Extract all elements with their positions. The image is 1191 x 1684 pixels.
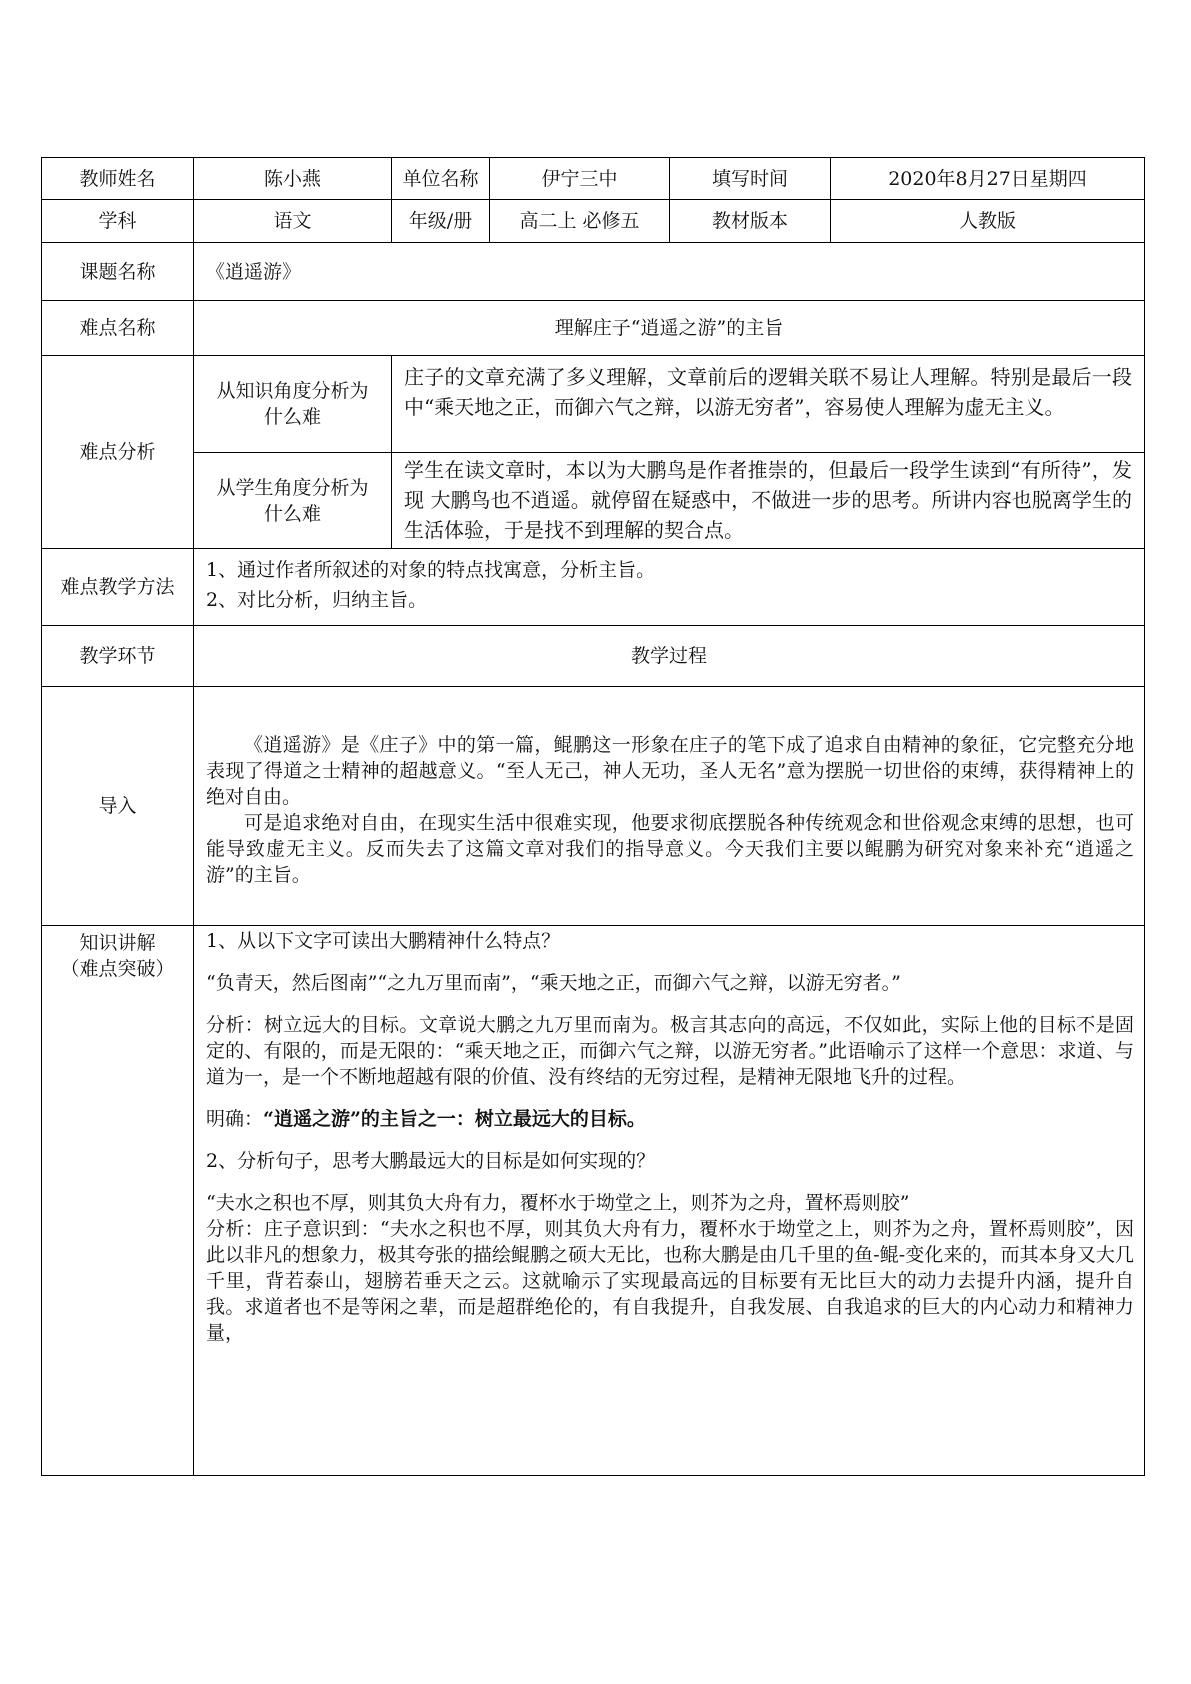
knowledge-angle-text: 庄子的文章充满了多义理解，文章前后的逻辑关联不易让人理解。特别是最后一段中“乘天地之正，而御六气之辩，以游无穷者”，容易使人理解为虚无主义。 [392, 356, 1145, 453]
method-label: 难点教学方法 [42, 549, 194, 626]
method-row [42, 549, 1145, 626]
analysis-label: 难点分析 [42, 356, 194, 549]
intro-content [194, 687, 1145, 926]
question-1: 1、从以下文字可读出大鹏精神什么特点？ [206, 930, 561, 952]
conclusion-1 [206, 1106, 1134, 1132]
intro-row [42, 687, 1145, 926]
intro-label: 导入 [42, 687, 194, 926]
student-angle-text: 学生在读文章时，本以为大鹏鸟是作者推崇的，但最后一段学生读到“有所待”，发现 大鹏鸟也不逍遥。就停留在疑惑中，不做进一步的思考。所讲内容也脱离学生的生活体验，于是找不到理解的契合点。 [392, 453, 1145, 549]
method-list [194, 549, 1145, 626]
analysis-1: 分析：树立远大的目标。文章说大鹏之九万里而南为。极言其志向的高远，不仅如此，实际上他的目标不是固定的、有限的，而是无限的：“乘天地之正，而御六气之辩，以游无穷者。”此语喻示了这样一个意思：求道、与道为一，是一个不断地超越有限的价值、没有终结的无穷过程，是精神无限地飞升的过程。 [206, 1014, 1134, 1088]
process-header-value: 教学过程 [194, 626, 1145, 687]
method-item: 2、对比分析，归纳主旨。 [206, 589, 428, 611]
process-header-row [42, 626, 1145, 687]
intro-paragraph: 《逍遥游》是《庄子》中的第一篇，鲲鹏这一形象在庄子的笔下成了追求自由精神的象征，它完整充分地表现了得道之士精神的超越意义。“至人无己，神人无功，圣人无名”意为摆脱一切世俗的束缚，获得精神上的绝对自由。 [206, 734, 1134, 808]
quote-2: “夫水之积也不厚，则其负大舟有力，覆杯水于坳堂之上，则芥为之舟，置杯焉则胶” [206, 1192, 910, 1214]
analysis-2: 分析：庄子意识到：“夫水之积也不厚，则其负大舟有力，覆杯水于坳堂之上，则芥为之舟，置杯焉则胶”，因此以非凡的想象力，极其夸张的描绘鲲鹏之硕大无比，也称大鹏是由几千里的鱼-鲲-变化来的，而其本身又大几千里，背若泰山，翅膀若垂天之云。这就喻示了实现最高远的目标要有无比巨大的动力去提升内涵，提升自我。求道者也不是等闲之辈，而是超群绝伦的，有自我提升，自我发展、自我追求的巨大的内心动力和精神力量， [206, 1218, 1134, 1344]
knowledge-sublabel: （难点突破） [60, 958, 175, 980]
analysis-row-knowledge [42, 356, 1145, 453]
date-label: 填写时间 [670, 158, 831, 200]
difficulty-row [42, 301, 1145, 356]
grade-value: 高二上 必修五 [490, 200, 670, 243]
topic-label: 课题名称 [42, 243, 194, 301]
question-2: 2、分析句子，思考大鹏最远大的目标是如何实现的？ [206, 1150, 656, 1172]
teacher-value: 陈小燕 [194, 158, 392, 200]
knowledge-label: 知识讲解 [79, 932, 156, 954]
process-stage-label: 教学环节 [42, 626, 194, 687]
difficulty-label: 难点名称 [42, 301, 194, 356]
header-row-2 [42, 200, 1145, 243]
student-angle-label: 从学生角度分析为什么难 [194, 453, 392, 549]
teacher-label: 教师姓名 [42, 158, 194, 200]
method-item: 1、通过作者所叙述的对象的特点找寓意，分析主旨。 [206, 559, 656, 581]
grade-label: 年级/册 [392, 200, 490, 243]
knowledge-label-cell [42, 926, 194, 1476]
edition-label: 教材版本 [670, 200, 831, 243]
subject-value: 语文 [194, 200, 392, 243]
edition-value: 人教版 [831, 200, 1145, 243]
knowledge-row [42, 926, 1145, 1476]
lesson-plan-table [41, 157, 1145, 1476]
topic-row [42, 243, 1145, 301]
header-row-1 [42, 158, 1145, 200]
topic-value: 《逍遥游》 [194, 243, 1145, 301]
date-value: 2020年8月27日星期四 [831, 158, 1145, 200]
conclusion-prefix: 明确： [206, 1108, 264, 1130]
unit-label: 单位名称 [392, 158, 490, 200]
subject-label: 学科 [42, 200, 194, 243]
unit-value: 伊宁三中 [490, 158, 670, 200]
conclusion-text: “逍遥之游”的主旨之一：树立最远大的目标。 [263, 1108, 646, 1130]
quote-1: “负青天，然后图南”“之九万里而南”，“乘天地之正，而御六气之辩，以游无穷者。” [206, 972, 901, 994]
intro-paragraph: 可是追求绝对自由，在现实生活中很难实现，他要求彻底摆脱各种传统观念和世俗观念束缚的思想，也可能导致虚无主义。反而失去了这篇文章对我们的指导意义。今天我们主要以鲲鹏为研究对象来补充“逍遥之游”的主旨。 [206, 812, 1134, 886]
knowledge-content [194, 926, 1145, 1476]
knowledge-angle-label: 从知识角度分析为什么难 [194, 356, 392, 453]
difficulty-value: 理解庄子“逍遥之游”的主旨 [194, 301, 1145, 356]
analysis-row-student [42, 453, 1145, 549]
